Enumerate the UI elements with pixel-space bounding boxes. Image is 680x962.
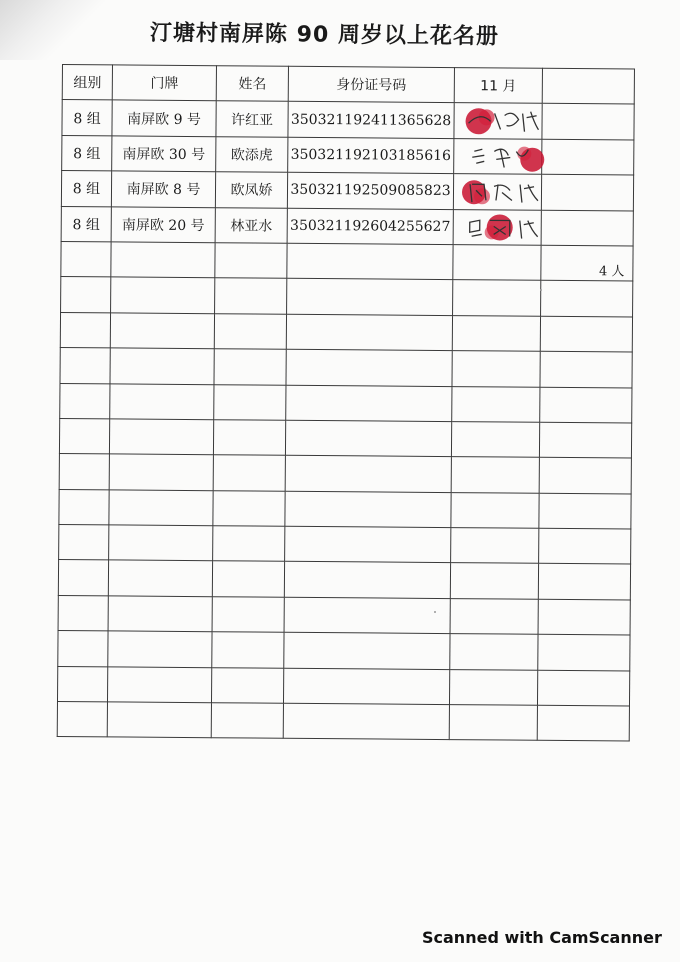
cell-empty bbox=[540, 351, 632, 387]
cell-empty bbox=[283, 668, 449, 705]
cell-empty bbox=[213, 455, 285, 491]
cell-door: 南屏欧 9 号 bbox=[112, 100, 216, 136]
cell-empty bbox=[451, 421, 539, 457]
table-row bbox=[61, 206, 633, 246]
cell-empty bbox=[213, 526, 285, 562]
cell-empty bbox=[284, 633, 450, 670]
header-month: 11 月 bbox=[454, 68, 542, 104]
cell-empty bbox=[539, 458, 631, 494]
cell-name: 林亚水 bbox=[215, 207, 287, 243]
cell-empty bbox=[109, 490, 213, 526]
cell-empty bbox=[537, 705, 629, 741]
cell-name: 许红亚 bbox=[216, 101, 288, 137]
cell-empty bbox=[57, 666, 107, 702]
empty-table-row bbox=[58, 631, 630, 671]
cell-empty bbox=[59, 418, 109, 454]
header-door: 门牌 bbox=[112, 65, 216, 101]
cell-extra bbox=[541, 210, 633, 246]
cell-empty bbox=[540, 387, 632, 423]
cell-empty bbox=[59, 454, 109, 490]
cell-empty bbox=[110, 348, 214, 384]
cell-empty bbox=[61, 277, 111, 313]
cell-id: 350321192509085823 bbox=[287, 172, 453, 209]
signature-stamp-icon bbox=[460, 106, 544, 137]
cell-empty bbox=[60, 348, 110, 384]
empty-table-row bbox=[60, 312, 632, 352]
empty-table-row bbox=[59, 454, 631, 494]
cell-signature bbox=[453, 209, 541, 245]
cell-empty bbox=[284, 562, 450, 599]
cell-empty bbox=[60, 312, 110, 348]
cell-empty bbox=[60, 383, 110, 419]
cell-empty bbox=[539, 422, 631, 458]
empty-table-row bbox=[58, 595, 630, 635]
header-name: 姓名 bbox=[216, 66, 288, 102]
cell-empty bbox=[108, 560, 212, 596]
cell-empty bbox=[284, 597, 450, 634]
cell-empty bbox=[111, 242, 215, 278]
cell-empty bbox=[61, 241, 111, 277]
cell-empty bbox=[449, 669, 537, 705]
empty-table-row bbox=[61, 277, 633, 317]
document-title: 汀塘村南屏陈 90 周岁以上花名册 bbox=[149, 20, 500, 50]
cell-empty bbox=[212, 561, 284, 597]
cell-id: 350321192411365628 bbox=[288, 102, 454, 139]
cell-empty bbox=[110, 313, 214, 349]
cell-empty bbox=[211, 703, 283, 739]
empty-table-row bbox=[57, 666, 629, 706]
cell-signature bbox=[454, 103, 542, 139]
empty-table-row bbox=[57, 702, 629, 742]
cell-empty bbox=[287, 279, 453, 316]
cell-empty bbox=[449, 705, 537, 741]
cell-empty bbox=[215, 243, 287, 279]
cell-name: 欧凤娇 bbox=[215, 172, 287, 208]
empty-table-row bbox=[59, 418, 631, 458]
empty-table-row bbox=[60, 348, 632, 388]
cell-empty bbox=[451, 457, 539, 493]
signature-stamp-icon bbox=[460, 212, 544, 243]
cell-empty bbox=[107, 667, 211, 703]
cell-signature bbox=[454, 138, 542, 174]
cell-group: 8 组 bbox=[62, 100, 112, 136]
cell-empty bbox=[540, 316, 632, 352]
empty-table-row bbox=[58, 560, 630, 600]
cell-empty bbox=[213, 490, 285, 526]
cell-empty bbox=[538, 599, 630, 635]
cell-empty bbox=[213, 420, 285, 456]
cell-count bbox=[453, 245, 625, 281]
cell-empty bbox=[211, 667, 283, 703]
cell-empty bbox=[58, 560, 108, 596]
table-row bbox=[61, 241, 633, 281]
cell-empty bbox=[286, 349, 452, 386]
signature-stamp-icon bbox=[460, 176, 544, 207]
cell-extra bbox=[542, 104, 634, 140]
cell-empty bbox=[450, 598, 538, 634]
cell-empty bbox=[450, 563, 538, 599]
cell-empty bbox=[539, 493, 631, 529]
cell-empty bbox=[107, 702, 211, 738]
cell-extra bbox=[542, 139, 634, 175]
cell-door: 南屏欧 30 号 bbox=[112, 136, 216, 172]
page-corner-shadow bbox=[0, 0, 120, 60]
cell-extra bbox=[541, 174, 633, 210]
scan-speck bbox=[540, 289, 542, 291]
table-row bbox=[62, 100, 634, 140]
header-group: 组别 bbox=[62, 65, 112, 101]
roster-table bbox=[57, 64, 635, 742]
cell-empty bbox=[539, 528, 631, 564]
cell-empty bbox=[111, 277, 215, 313]
cell-empty bbox=[285, 456, 451, 493]
cell-empty bbox=[110, 383, 214, 419]
cell-empty bbox=[450, 634, 538, 670]
empty-table-row bbox=[59, 489, 631, 529]
table-row bbox=[61, 171, 633, 211]
cell-id: 350321192604255627 bbox=[287, 208, 453, 245]
cell-empty bbox=[286, 385, 452, 422]
cell-empty bbox=[452, 315, 540, 351]
cell-empty bbox=[108, 631, 212, 667]
cell-empty bbox=[452, 386, 540, 422]
cell-id: 350321192103185616 bbox=[288, 137, 454, 174]
header-id: 身份证号码 bbox=[288, 66, 454, 103]
table-header-row bbox=[62, 65, 634, 105]
cell-group: 8 组 bbox=[61, 206, 111, 242]
cell-empty bbox=[215, 278, 287, 314]
cell-empty bbox=[453, 280, 541, 316]
empty-table-row bbox=[59, 525, 631, 565]
cell-group: 8 组 bbox=[62, 135, 112, 171]
cell-empty bbox=[59, 525, 109, 561]
cell-empty bbox=[285, 420, 451, 457]
cell-empty bbox=[452, 351, 540, 387]
cell-empty bbox=[451, 528, 539, 564]
cell-group: 8 组 bbox=[61, 171, 111, 207]
cell-empty bbox=[537, 670, 629, 706]
cell-empty bbox=[285, 526, 451, 563]
header-extra bbox=[542, 68, 634, 104]
roster-sheet bbox=[57, 64, 638, 741]
cell-empty bbox=[451, 492, 539, 528]
cell-empty bbox=[212, 597, 284, 633]
cell-empty bbox=[57, 702, 107, 738]
cell-empty bbox=[283, 703, 449, 740]
cell-empty bbox=[287, 243, 453, 280]
cell-signature bbox=[453, 174, 541, 210]
cell-empty bbox=[109, 525, 213, 561]
cell-empty bbox=[109, 454, 213, 490]
camscanner-watermark: Scanned with CamScanner bbox=[422, 928, 662, 947]
table-row bbox=[62, 135, 634, 175]
cell-empty bbox=[541, 281, 633, 317]
cell-empty bbox=[59, 489, 109, 525]
cell-empty bbox=[285, 491, 451, 528]
cell-empty bbox=[214, 313, 286, 349]
cell-empty bbox=[108, 596, 212, 632]
cell-empty bbox=[212, 632, 284, 668]
cell-door: 南屏欧 20 号 bbox=[111, 206, 215, 242]
cell-empty bbox=[538, 564, 630, 600]
cell-name: 欧添虎 bbox=[216, 136, 288, 172]
empty-table-row bbox=[60, 383, 632, 423]
cell-door: 南屏欧 8 号 bbox=[111, 171, 215, 207]
cell-empty bbox=[214, 349, 286, 385]
cell-empty bbox=[286, 314, 452, 351]
cell-empty bbox=[214, 384, 286, 420]
cell-empty bbox=[58, 595, 108, 631]
cell-empty bbox=[109, 419, 213, 455]
cell-empty bbox=[538, 635, 630, 671]
signature-stamp-icon bbox=[460, 141, 544, 172]
total-count: 4 人 bbox=[598, 264, 625, 280]
cell-empty bbox=[58, 631, 108, 667]
scan-speck bbox=[434, 611, 436, 613]
